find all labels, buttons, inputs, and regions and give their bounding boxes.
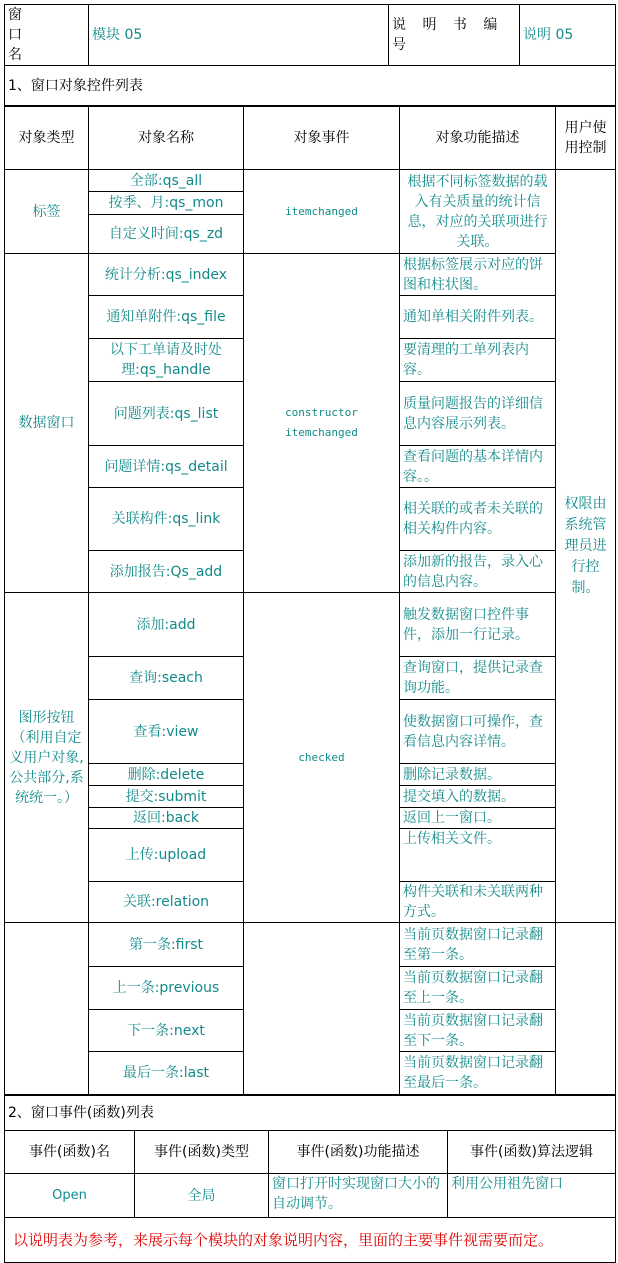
func-logic: 利用公用祖先窗口	[448, 1174, 616, 1218]
object-desc: 要清理的工单列表内容。	[400, 339, 556, 382]
user-control: 权限由系统管理员进行控制。	[556, 170, 616, 923]
col-header-user-control: 用户使用控制	[556, 107, 616, 170]
object-type: 图形按钮（利用自定义用户对象,公共部分,系统统一。）	[5, 593, 89, 923]
table-row	[5, 1174, 616, 1218]
object-name: 删除:delete	[89, 764, 244, 786]
object-desc: 添加新的报告，录入心的信息内容。	[400, 551, 556, 593]
object-name: 查询:seach	[89, 657, 244, 700]
col-header-type: 对象类型	[5, 107, 89, 170]
object-desc: 根据标签展示对应的饼图和柱状图。	[400, 254, 556, 296]
func-desc: 窗口打开时实现窗口大小的自动调节。	[269, 1174, 448, 1218]
col-header-func-desc: 事件(函数)功能描述	[269, 1131, 448, 1174]
spec-document	[4, 4, 615, 1263]
object-type: 数据窗口	[5, 254, 89, 593]
object-desc: 构件关联和未关联两种方式。	[400, 882, 556, 923]
event-table	[4, 1095, 616, 1263]
note-text: 以说明表为参考，来展示每个模块的对象说明内容，里面的主要事件视需要而定。	[5, 1218, 616, 1263]
object-desc: 触发数据窗口控件事件，添加一行记录。	[400, 593, 556, 657]
col-header-func-type: 事件(函数)类型	[135, 1131, 269, 1174]
table-row	[5, 923, 616, 967]
object-name: 上一条:previous	[89, 967, 244, 1010]
object-desc: 查询窗口，提供记录查询功能。	[400, 657, 556, 700]
object-event	[244, 923, 400, 1095]
table-row	[5, 170, 616, 192]
object-desc: 使数据窗口可操作，查看信息内容详情。	[400, 700, 556, 764]
table-row	[5, 254, 616, 296]
object-desc: 返回上一窗口。	[400, 808, 556, 829]
object-name: 全部:qs_all	[89, 170, 244, 192]
object-desc: 提交填入的数据。	[400, 786, 556, 808]
table-row	[5, 593, 616, 657]
object-name: 查看:view	[89, 700, 244, 764]
object-name: 上传:upload	[89, 829, 244, 882]
object-name: 添加报告:Qs_add	[89, 551, 244, 593]
object-name: 最后一条:last	[89, 1052, 244, 1095]
func-type: 全局	[135, 1174, 269, 1218]
user-control-empty	[556, 923, 616, 1095]
object-event: checked	[244, 593, 400, 923]
object-desc: 当前页数据窗口记录翻至最后一条。	[400, 1052, 556, 1095]
col-header-func-name: 事件(函数)名	[5, 1131, 135, 1174]
object-desc: 当前页数据窗口记录翻至上一条。	[400, 967, 556, 1010]
object-name: 下一条:next	[89, 1010, 244, 1052]
doc-no-value: 说明 05	[520, 5, 616, 66]
section1-title: 1、窗口对象控件列表	[5, 66, 616, 106]
col-header-event: 对象事件	[244, 107, 400, 170]
col-header-name: 对象名称	[89, 107, 244, 170]
object-name: 问题详情:qs_detail	[89, 446, 244, 488]
object-name: 添加:add	[89, 593, 244, 657]
object-name: 提交:submit	[89, 786, 244, 808]
object-type: 标签	[5, 170, 89, 254]
col-header-func-logic: 事件(函数)算法逻辑	[448, 1131, 616, 1174]
object-desc: 相关联的或者未关联的相关构件内容。	[400, 488, 556, 551]
func-name: Open	[5, 1174, 135, 1218]
object-name: 返回:back	[89, 808, 244, 829]
object-type	[5, 923, 89, 1095]
object-desc: 根据不同标签数据的载入有关质量的统计信息，对应的关联项进行关联。	[400, 170, 556, 254]
object-name: 自定义时间:qs_zd	[89, 215, 244, 254]
window-name-value: 模块 05	[89, 5, 389, 66]
object-event: constructor itemchanged	[244, 254, 400, 593]
object-event: itemchanged	[244, 170, 400, 254]
object-name: 通知单附件:qs_file	[89, 296, 244, 339]
object-desc: 通知单相关附件列表。	[400, 296, 556, 339]
col-header-desc: 对象功能描述	[400, 107, 556, 170]
object-desc: 当前页数据窗口记录翻至下一条。	[400, 1010, 556, 1052]
object-name: 按季、月:qs_mon	[89, 192, 244, 215]
window-name-label: 窗 口 名	[5, 5, 89, 66]
object-name: 关联:relation	[89, 882, 244, 923]
object-desc: 上传相关文件。	[400, 829, 556, 882]
section2-title: 2、窗口事件(函数)列表	[5, 1096, 616, 1131]
object-name: 以下工单请及时处理:qs_handle	[89, 339, 244, 382]
object-name: 问题列表:qs_list	[89, 382, 244, 446]
object-desc: 当前页数据窗口记录翻至第一条。	[400, 923, 556, 967]
header-table	[4, 4, 616, 106]
object-name: 统计分析:qs_index	[89, 254, 244, 296]
object-name: 关联构件:qs_link	[89, 488, 244, 551]
object-desc: 质量问题报告的详细信息内容展示列表。	[400, 382, 556, 446]
object-table	[4, 106, 616, 1095]
object-desc: 查看问题的基本详情内容。。	[400, 446, 556, 488]
object-desc: 删除记录数据。	[400, 764, 556, 786]
object-name: 第一条:first	[89, 923, 244, 967]
doc-no-label: 说 明 书 编 号	[389, 5, 520, 66]
